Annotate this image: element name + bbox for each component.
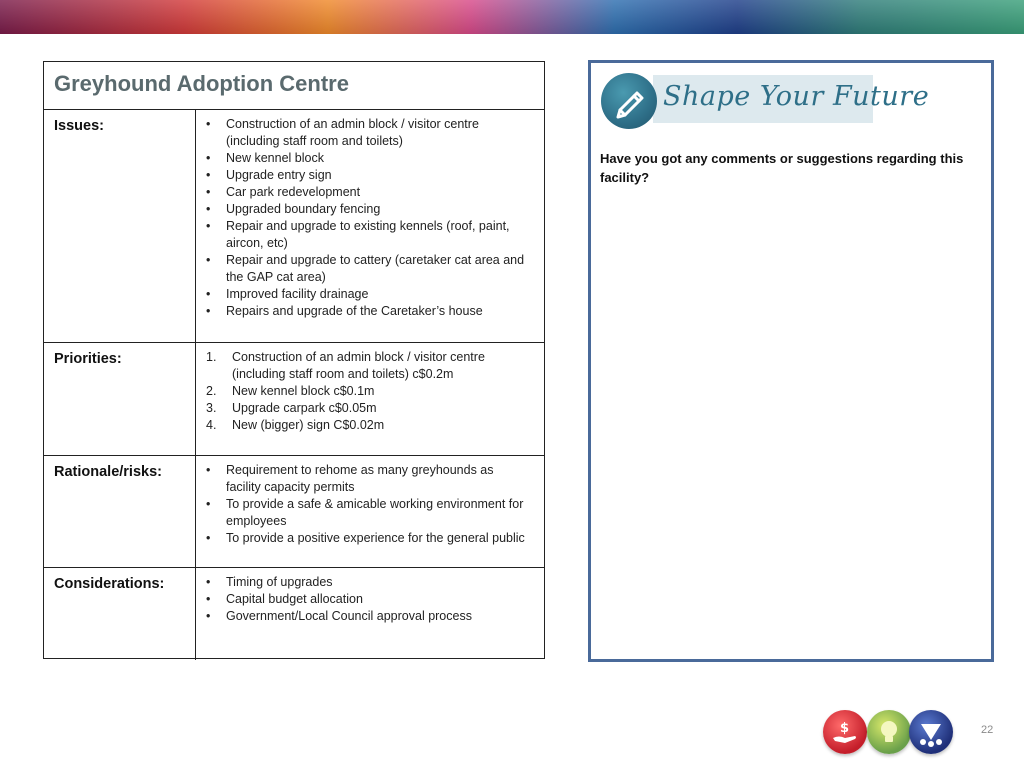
list-item: • Improved facility drainage [206,286,526,303]
issues-content [196,110,544,342]
issues-label-cell [44,110,196,342]
issues-list [206,116,526,320]
rationale-content [196,456,544,567]
rationale-row [44,456,544,568]
item-number: 2. [206,384,217,398]
list-item [206,349,526,383]
list-item [206,383,526,400]
rationale-label-cell [44,456,196,567]
list-item: • New kennel block [206,150,526,167]
list-item: • Construction of an admin block / visitor centre (including staff room and toilets) [206,116,526,150]
table-title-row [44,62,544,110]
list-item: • Repair and upgrade to cattery (caretaker cat area and the GAP cat area) [206,252,526,286]
money-hand-icon [823,710,867,754]
list-item: • Requirement to rehome as many greyhounds as facility capacity permits [206,462,526,496]
info-table [43,61,545,659]
item-number: 3. [206,401,217,415]
item-text: Construction of an admin block / visitor centre (including staff room and toilets) c$0.2m [232,350,485,381]
network-icon [909,710,953,754]
feedback-question: Have you got any comments or suggestions regarding this facility? [600,151,964,185]
pencil-icon [601,73,657,129]
lightbulb-icon [867,710,911,754]
logo-text: Shape Your Future [663,81,930,112]
item-text: Upgrade carpark c$0.05m [232,401,377,415]
list-item: • Repairs and upgrade of the Caretaker’s house [206,303,526,320]
considerations-content [196,568,544,660]
list-item: • To provide a positive experience for the general public [206,530,526,547]
rationale-list [206,462,526,547]
list-item: • To provide a safe & amicable working environment for employees [206,496,526,530]
issues-row [44,110,544,343]
item-text: New kennel block c$0.1m [232,384,375,398]
priorities-content [196,343,544,455]
list-item: • Timing of upgrades [206,574,526,591]
item-number: 1. [206,350,217,364]
list-item: • Car park redevelopment [206,184,526,201]
rationale-label: Rationale/risks: [54,464,162,480]
priorities-row [44,343,544,456]
item-number: 4. [206,418,217,432]
considerations-row [44,568,544,660]
considerations-list [206,574,526,625]
list-item [206,400,526,417]
feedback-box [588,60,994,662]
priorities-label: Priorities: [54,351,122,367]
list-item: • Government/Local Council approval process [206,608,526,625]
priorities-list [206,349,526,434]
priorities-label-cell [44,343,196,455]
list-item: • Upgrade entry sign [206,167,526,184]
item-text: New (bigger) sign C$0.02m [232,418,385,432]
considerations-label-cell [44,568,196,660]
svg-text:$: $ [840,721,850,736]
list-item [206,417,526,434]
footer-icons [823,708,957,756]
issues-label: Issues: [54,118,104,134]
table-title: Greyhound Adoption Centre [54,71,349,96]
list-item: • Capital budget allocation [206,591,526,608]
considerations-label: Considerations: [54,576,165,592]
top-color-banner [0,0,1024,34]
list-item: • Upgraded boundary fencing [206,201,526,218]
page-number: 22 [981,724,994,736]
list-item: • Repair and upgrade to existing kennels (roof, paint, aircon, etc) [206,218,526,252]
shape-your-future-logo [601,73,930,131]
